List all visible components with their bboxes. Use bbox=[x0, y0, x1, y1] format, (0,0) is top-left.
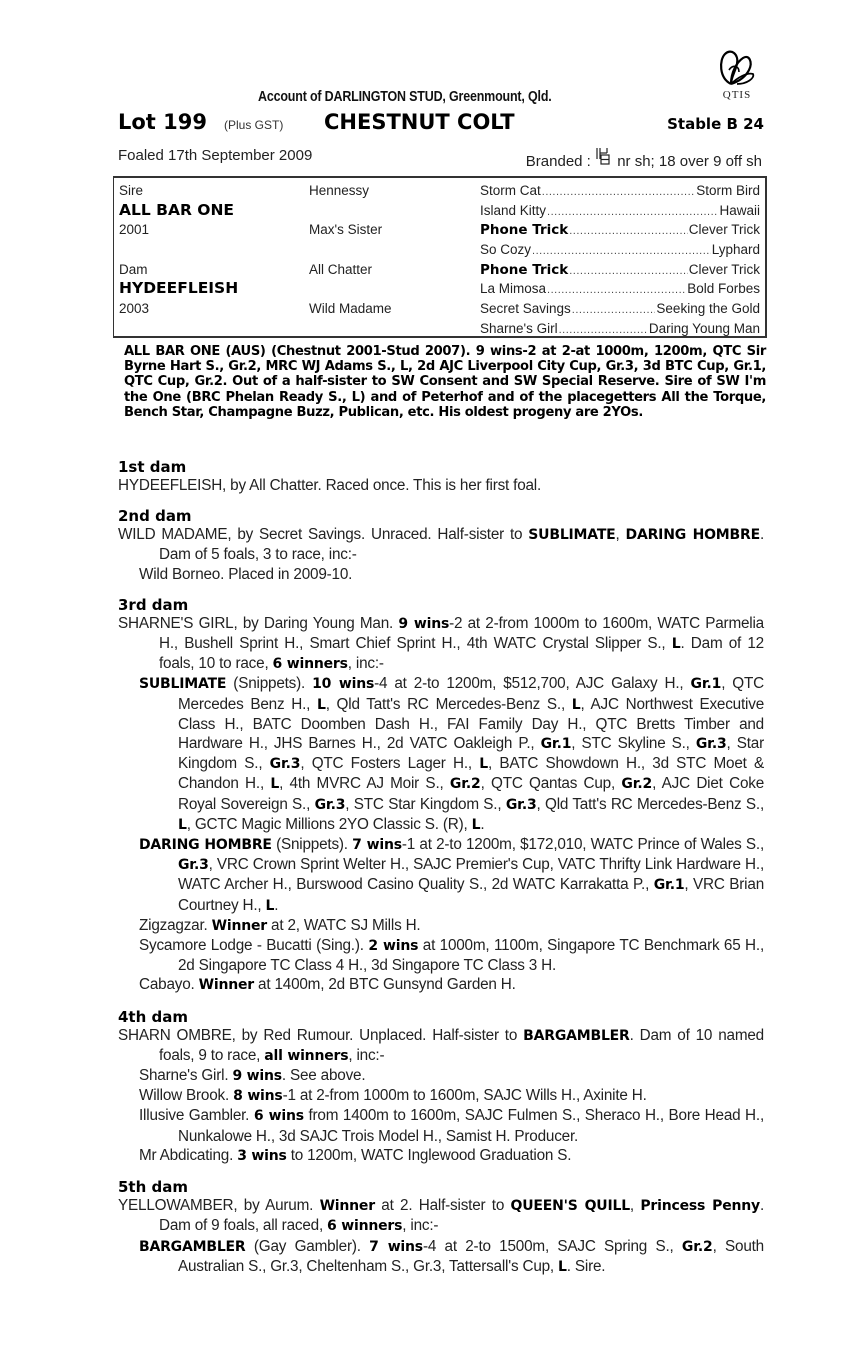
ggp-name: Phone Trick bbox=[480, 222, 569, 239]
dam-section-heading: 5th dam bbox=[118, 1178, 188, 1197]
ggp-row bbox=[480, 279, 760, 299]
branded-info bbox=[526, 147, 762, 170]
dam-description: SHARNE'S GIRL, by Daring Young Man. 9 wins-2 at 2-from 1000m to 1600m, WATC Parmelia H., Bushell Sprint H., Smart Chief Sprint H., 4th WATC Crystal Slipper S., L. Dam of 12 foals, 10 to race, 6 winners, inc:- bbox=[118, 614, 764, 673]
foaled-date: Foaled 17th September 2009 bbox=[118, 147, 313, 164]
qtis-butterfly-icon bbox=[717, 48, 757, 88]
branded-label: Branded : bbox=[525, 153, 591, 170]
dam-section-3 bbox=[118, 596, 764, 996]
ggp-row bbox=[480, 181, 760, 201]
ggp-row bbox=[480, 240, 760, 260]
foaled-branded-line bbox=[118, 147, 762, 170]
sire-sire: Hennessy bbox=[309, 183, 370, 198]
dam-section-heading: 2nd dam bbox=[118, 507, 192, 526]
ggp-name: Secret Savings bbox=[480, 301, 571, 317]
progeny-entry: BARGAMBLER (Gay Gambler). 7 wins-4 at 2-to 1500m, SAJC Spring S., Gr.2, South Australian S., Gr.3, Cheltenham S., Gr.3, Tattersall's Cup, L. Sire. bbox=[139, 1237, 764, 1275]
spacer bbox=[309, 240, 469, 260]
dam-section-heading: 3rd dam bbox=[118, 595, 189, 614]
progeny-entry: Willow Brook. 8 wins-1 at 2-from 1000m to 1600m, SAJC Wills H., Axinite H. bbox=[139, 1087, 647, 1105]
dam-section-heading: 4th dam bbox=[118, 1007, 188, 1026]
progeny-entry: Mr Abdicating. 3 wins to 1200m, WATC Inglewood Graduation S. bbox=[139, 1146, 572, 1164]
sire-summary: ALL BAR ONE (AUS) (Chestnut 2001-Stud 2007). 9 wins-2 at 2-at 1000m, 1200m, QTC Sir Byrne Hart S., Gr.2, MRC WJ Adams S., L, 2d AJC Liverpool City Cup, Gr.3, 3d BTC Cup, Gr.1, QTC Cup, Gr.2. Out of a half-sister to SW Consent and SW Special Reserve. Sire of SW I'm the One (BRC Phelan Ready S., L) and of Peterhof and of the placegetters All the Torque, Bench Star, Champagne Buzz, Publican, etc. His oldest progeny are 2YOs. bbox=[124, 344, 766, 420]
dam-description: YELLOWAMBER, by Aurum. Winner at 2. Half-sister to QUEEN'S QUILL, Princess Penny. Dam of 9 foals, all raced, 6 winners, inc:- bbox=[118, 1197, 765, 1235]
horse-description: CHESTNUT COLT bbox=[324, 110, 515, 134]
ggp-row bbox=[480, 220, 760, 240]
ggp-sire: Seeking the Gold bbox=[656, 301, 760, 317]
pedigree-col-great-grandparents bbox=[480, 181, 760, 339]
lot-header bbox=[118, 110, 768, 138]
progeny-entry: DARING HOMBRE (Snippets). 7 wins-1 at 2-to 1200m, $172,010, WATC Prince of Wales S., Gr.3, VRC Crown Sprint Welter H., SAJC Premier's Cup, VATC Thrifty Link Hardware H., WATC Archer H., Burswood Casino Quality S., 2d WATC Karrakatta P., Gr.1, VRC Brian Courtney H., L. bbox=[139, 836, 764, 914]
progeny-entry: SUBLIMATE (Snippets). 10 wins-4 at 2-to 1200m, $512,700, AJC Galaxy H., Gr.1, QTC Mercedes Benz H., L, Qld Tatt's RC Mercedes-Benz S., L, AJC Northwest Executive Class H., BATC Doomben Dash H., FAI Family Day H., QTC Bretts Timber and Hardware H., JHS Barnes H., 2d VATC Oakleigh P., Gr.1, STC Skyline S., Gr.3, Star Kingdom S., Gr.3, QTC Fosters Lager H., L, BATC Showdown H., 3d STC Moet & Chandon H., L, 4th MVRC AJ Moir S., Gr.2, QTC Qantas Cup, Gr.2, AJC Diet Coke Royal Sovereign S., Gr.3, STC Star Kingdom S., Gr.3, Qld Tatt's RC Mercedes-Benz S., L, GCTC Magic Millions 2YO Classic S. (R), L. bbox=[139, 675, 765, 833]
progeny-entry: Sycamore Lodge - Bucatti (Sing.). 2 wins at 1000m, 1100m, Singapore TC Benchmark 65 H., 2d Singapore TC Class 4 H., 3d Singapore TC Class 3 H. bbox=[139, 937, 764, 975]
spacer bbox=[309, 279, 469, 299]
ggp-row bbox=[480, 319, 760, 339]
brand-mark-icon bbox=[595, 147, 611, 167]
ggp-sire: Bold Forbes bbox=[687, 281, 760, 297]
stable-location: Stable B 24 bbox=[667, 115, 764, 133]
dam-section-heading: 1st dam bbox=[118, 458, 187, 476]
dam-section-5 bbox=[118, 1178, 764, 1277]
pedigree-col-parents bbox=[119, 181, 299, 339]
ggp-row bbox=[480, 260, 760, 280]
ggp-sire: Daring Young Man bbox=[648, 320, 760, 336]
dam-sections bbox=[118, 458, 764, 1289]
ggp-sire: Clever Trick bbox=[688, 222, 760, 238]
plus-gst-note: (Plus GST) bbox=[224, 118, 284, 132]
sire-dam: Max's Sister bbox=[309, 222, 383, 238]
ggp-row bbox=[480, 299, 760, 319]
sire-name: ALL BAR ONE bbox=[119, 200, 235, 219]
progeny-entry: Zigzagzar. Winner at 2, WATC SJ Mills H. bbox=[139, 916, 421, 934]
progeny-entry: Illusive Gambler. 6 wins from 1400m to 1600m, SAJC Fulmen S., Sheraco H., Bore Head H., Nunkalowe H., 3d SAJC Trois Model H., Samist H. Producer. bbox=[139, 1107, 764, 1145]
dam-description: SHARN OMBRE, by Red Rumour. Unplaced. Half-sister to BARGAMBLER. Dam of 10 named foals, 9 to race, all winners, inc:- bbox=[118, 1026, 764, 1064]
progeny-entry: Wild Borneo. Placed in 2009-10. bbox=[139, 565, 353, 583]
dam-section-4 bbox=[118, 1008, 764, 1166]
dam-dam: Wild Madame bbox=[309, 301, 392, 317]
dam-year: 2003 bbox=[119, 301, 150, 317]
pedigree-table bbox=[113, 176, 767, 338]
ggp-sire: Clever Trick bbox=[688, 261, 760, 277]
progeny-entry: Sharne's Girl. 9 wins. See above. bbox=[139, 1067, 366, 1085]
qtis-label: QTIS bbox=[722, 89, 752, 101]
ggp-name: Island Kitty bbox=[480, 202, 547, 218]
progeny-entry: Cabayo. Winner at 1400m, 2d BTC Gunsynd Garden H. bbox=[139, 976, 516, 994]
spacer bbox=[119, 240, 299, 260]
dam-name: HYDEEFLEISH bbox=[119, 279, 239, 298]
dam-section-1 bbox=[118, 458, 764, 495]
ggp-sire: Lyphard bbox=[711, 242, 760, 258]
ggp-sire: Storm Bird bbox=[696, 183, 760, 198]
ggp-name: Sharne's Girl bbox=[480, 320, 558, 336]
ggp-name: La Mimosa bbox=[480, 281, 547, 297]
branded-detail: nr sh; 18 over 9 off sh bbox=[617, 153, 762, 170]
pedigree-col-grandparents bbox=[309, 181, 469, 339]
dam-description: WILD MADAME, by Secret Savings. Unraced. Half-sister to SUBLIMATE, DARING HOMBRE. Dam of 5 foals, 3 to race, inc:- bbox=[118, 526, 764, 564]
ggp-name: Phone Trick bbox=[480, 261, 569, 278]
vendor-account: Account of DARLINGTON STUD, Greenmount, Qld. bbox=[258, 89, 552, 105]
dam-label: Dam bbox=[119, 261, 148, 277]
lot-number: Lot 199 bbox=[118, 110, 207, 134]
ggp-sire: Hawaii bbox=[719, 202, 760, 218]
qtis-logo bbox=[712, 48, 762, 110]
dam-description: HYDEEFLEISH, by All Chatter. Raced once. This is her first foal. bbox=[118, 477, 542, 494]
spacer bbox=[119, 319, 299, 339]
dam-sire: All Chatter bbox=[309, 261, 373, 277]
ggp-name: Storm Cat bbox=[480, 183, 541, 198]
spacer bbox=[309, 319, 469, 339]
dam-section-2 bbox=[118, 507, 764, 584]
sire-label: Sire bbox=[119, 183, 144, 198]
spacer bbox=[309, 201, 469, 221]
sire-year: 2001 bbox=[119, 222, 150, 238]
ggp-name: So Cozy bbox=[480, 242, 532, 258]
ggp-row bbox=[480, 201, 760, 221]
